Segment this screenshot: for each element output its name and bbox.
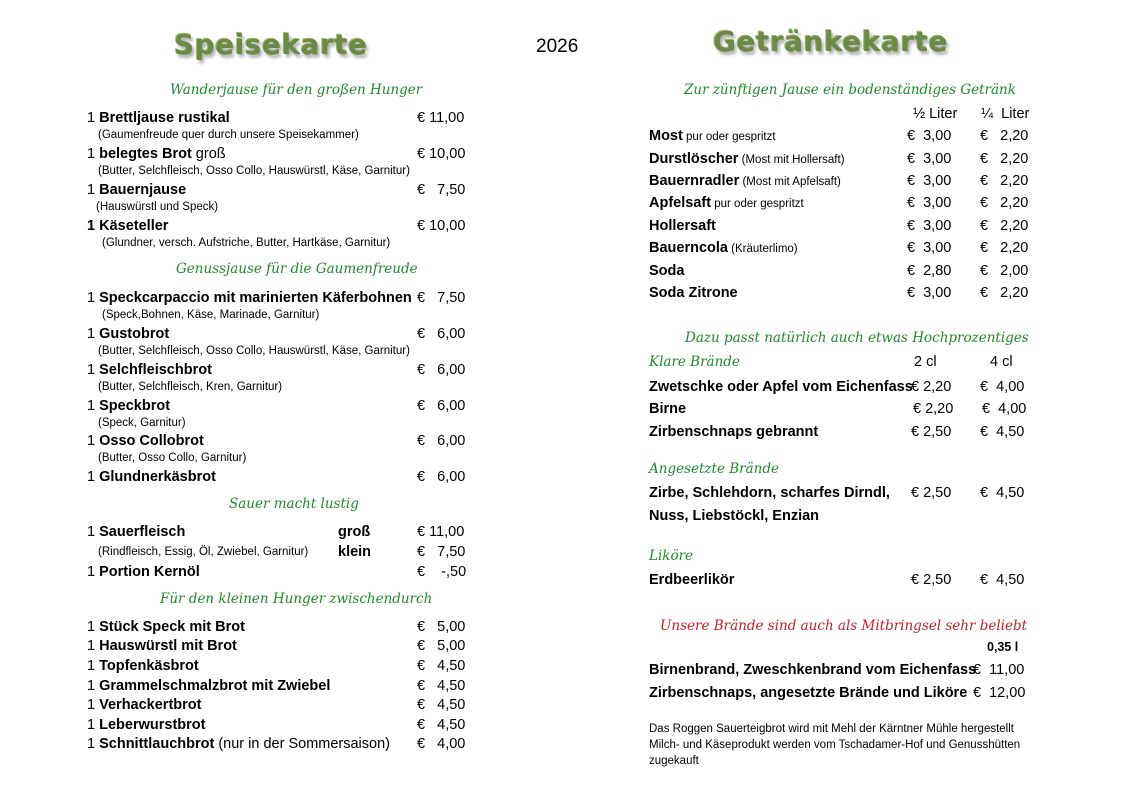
item-name: Speckbrot xyxy=(99,398,171,414)
footer-note-line2: Milch- und Käseprodukt werden vom Tschadamer-Hof und Genusshütten xyxy=(649,739,1021,751)
price-4cl: € 4,50 xyxy=(980,572,1025,588)
section-title-getraenke: Zur zünftigen Jause ein bodenständiges Getränk xyxy=(684,82,1016,98)
item-price: € 6,00 xyxy=(417,433,466,449)
price-2cl: € 2,50 xyxy=(911,572,952,588)
item-qty: 1 xyxy=(87,678,96,694)
item-qty: 1 xyxy=(87,564,96,580)
item-name: belegtes Brot xyxy=(99,146,192,162)
price-quarter: € 2,20 xyxy=(980,173,1029,189)
item-name: Osso Collobrot xyxy=(99,433,204,449)
item-price: € 11,00 xyxy=(417,524,465,540)
section-title-mitbringsel: Unsere Brände sind auch als Mitbringsel sehr beliebt xyxy=(660,618,1028,634)
item-qty: 1 xyxy=(87,326,96,342)
footer-note-line3: zugekauft xyxy=(649,755,699,767)
item-qty: 1 xyxy=(87,146,96,162)
item-name: Topfenkäsbrot xyxy=(99,658,199,674)
price-half: € 3,00 xyxy=(907,195,952,211)
item-name: Brettljause rustikal xyxy=(99,110,230,126)
item-description: (Speck, Garnitur) xyxy=(98,417,186,429)
price-half: € 3,00 xyxy=(907,240,952,256)
subsection-title-klare: Klare Brände xyxy=(649,354,740,370)
drink-name: Bauerncola xyxy=(649,240,728,256)
item-qty: 1 xyxy=(87,398,96,414)
item-name: Sauerfleisch xyxy=(99,524,186,540)
item-price: € 10,00 xyxy=(417,218,466,234)
price-4cl: € 4,00 xyxy=(982,401,1027,417)
price-2cl: € 2,20 xyxy=(911,379,952,395)
price-quarter: € 2,20 xyxy=(980,128,1029,144)
section-title-kleiner-hunger: Für den kleinen Hunger zwischendurch xyxy=(160,591,433,607)
item-description: (Glundner, versch. Aufstriche, Butter, Hartkäse, Garnitur) xyxy=(102,237,391,249)
drink-name: Durstlöscher xyxy=(649,151,739,167)
item-price: € 6,00 xyxy=(417,326,466,342)
item-price-small: € 7,50 xyxy=(417,544,466,560)
price-quarter: € 2,20 xyxy=(980,151,1029,167)
drink-name: Hollersaft xyxy=(649,218,716,234)
drink-name: Soda xyxy=(649,263,685,279)
price-4cl: € 4,50 xyxy=(980,424,1025,440)
item-description: (Rindfleisch, Essig, Öl, Zwiebel, Garnitur) xyxy=(98,546,309,558)
item-name: Portion Kernöl xyxy=(99,564,200,580)
price-0-35l: € 12,00 xyxy=(973,685,1026,701)
drink-name: Zirbenschnaps, angesetzte Brände und Liköre xyxy=(649,685,968,701)
item-price: € 6,00 xyxy=(417,398,466,414)
item-name: Speckcarpaccio mit marinierten Käferbohnen xyxy=(99,290,412,306)
drink-note: (Kräuterlimo) xyxy=(727,243,798,255)
item-description: (Speck,Bohnen, Käse, Marinade, Garnitur) xyxy=(102,309,320,321)
item-price: € 4,00 xyxy=(417,736,466,752)
column-4cl: 4 cl xyxy=(990,354,1013,370)
drink-name: Zirbenschnaps gebrannt xyxy=(649,424,819,440)
item-qty: 1 xyxy=(87,697,96,713)
column-0-35l: 0,35 l xyxy=(987,640,1019,654)
item-name: Leberwurstbrot xyxy=(99,717,206,733)
section-title-sauer: Sauer macht lustig xyxy=(229,496,359,512)
item-name: Stück Speck mit Brot xyxy=(99,619,245,635)
item-description: (Butter, Selchfleisch, Osso Collo, Hauswürstl, Käse, Garnitur) xyxy=(98,165,410,177)
drink-note: (Most mit Apfelsaft) xyxy=(739,176,841,188)
item-price: € 6,00 xyxy=(417,362,466,378)
item-price: € 7,50 xyxy=(417,182,466,198)
price-half: € 3,00 xyxy=(907,151,952,167)
drink-name-continued: Nuss, Liebstöckl, Enzian xyxy=(649,508,820,524)
price-half: € 3,00 xyxy=(907,128,952,144)
price-2cl: € 2,50 xyxy=(911,485,952,501)
drink-name: Zwetschke oder Apfel vom Eichenfass xyxy=(649,379,913,395)
item-price: € 4,50 xyxy=(417,697,466,713)
item-description: (Butter, Osso Collo, Garnitur) xyxy=(98,452,247,464)
item-price: € 4,50 xyxy=(417,658,466,674)
price-quarter: € 2,20 xyxy=(980,195,1029,211)
drink-name: Most xyxy=(649,128,683,144)
item-price: € 5,00 xyxy=(417,619,466,635)
drink-name: Apfelsaft xyxy=(649,195,712,211)
item-price: € -,50 xyxy=(417,564,467,580)
price-4cl: € 4,00 xyxy=(980,379,1025,395)
item-name: Käseteller xyxy=(99,218,169,234)
item-qty: 1 xyxy=(87,524,96,540)
item-suffix: (nur in der Sommersaison) xyxy=(214,736,390,752)
price-0-35l: € 11,00 xyxy=(973,662,1025,678)
column-2cl: 2 cl xyxy=(914,354,937,370)
item-price: € 4,50 xyxy=(417,717,466,733)
drinks-menu-title: Getränkekarte xyxy=(713,25,949,58)
price-quarter: € 2,20 xyxy=(980,218,1029,234)
item-price: € 5,00 xyxy=(417,638,466,654)
item-qty: 1 xyxy=(87,182,96,198)
drink-name: Soda Zitrone xyxy=(649,285,738,301)
item-price: € 4,50 xyxy=(417,678,466,694)
item-qty: 1 xyxy=(87,658,96,674)
price-half: € 3,00 xyxy=(907,173,952,189)
item-qty: 1 xyxy=(87,619,96,635)
price-quarter: € 2,20 xyxy=(980,240,1029,256)
item-qty: 1 xyxy=(87,110,96,126)
item-qty: 1 xyxy=(87,736,96,752)
item-name: Gustobrot xyxy=(99,326,170,342)
drink-name: Birnenbrand, Zweschkenbrand vom Eichenfass xyxy=(649,662,977,678)
price-quarter: € 2,00 xyxy=(980,263,1029,279)
price-2cl: € 2,50 xyxy=(911,424,952,440)
food-menu-title: Speisekarte xyxy=(174,28,368,61)
footer-note-line1: Das Roggen Sauerteigbrot wird mit Mehl der Kärntner Mühle hergestellt xyxy=(649,723,1014,735)
item-name: Grammelschmalzbrot mit Zwiebel xyxy=(99,678,331,694)
price-4cl: € 4,50 xyxy=(980,485,1025,501)
drink-name: Birne xyxy=(649,401,687,417)
drink-name: Erdbeerlikör xyxy=(649,572,735,588)
item-name: Verhackertbrot xyxy=(99,697,202,713)
item-name: Glundnerkäsbrot xyxy=(99,469,216,485)
item-name: Selchfleischbrot xyxy=(99,362,212,378)
item-suffix: groß xyxy=(191,146,226,162)
section-title-wanderjause: Wanderjause für den großen Hunger xyxy=(170,82,423,98)
section-title-hochprozentiges: Dazu passt natürlich auch etwas Hochprozentiges xyxy=(685,330,1029,346)
item-price: € 10,00 xyxy=(417,146,466,162)
item-qty: 1 xyxy=(87,362,96,378)
drink-name: Zirbe, Schlehdorn, scharfes Dirndl, xyxy=(649,485,890,501)
item-price: € 11,00 xyxy=(417,110,465,126)
item-price: € 6,00 xyxy=(417,469,466,485)
item-qty: 1 xyxy=(87,469,96,485)
section-title-genussjause: Genussjause für die Gaumenfreude xyxy=(176,261,418,277)
item-qty: 1 xyxy=(87,433,96,449)
drink-name: Bauernradler xyxy=(649,173,740,189)
column-quarter-liter: ¼ Liter xyxy=(981,106,1030,122)
drink-note: (Most mit Hollersaft) xyxy=(738,154,845,166)
item-price: € 7,50 xyxy=(417,290,466,306)
subsection-title-likoere: Liköre xyxy=(649,548,694,564)
price-2cl: € 2,20 xyxy=(913,401,954,417)
menu-year: 2026 xyxy=(536,36,579,57)
item-description: (Butter, Selchfleisch, Osso Collo, Hauswürstl, Käse, Garnitur) xyxy=(98,345,410,357)
item-qty: 1 xyxy=(87,218,96,234)
item-name: Bauernjause xyxy=(99,182,187,198)
drink-note: pur oder gespritzt xyxy=(711,198,804,210)
item-qty: 1 xyxy=(87,290,96,306)
item-name: Schnittlauchbrot xyxy=(99,736,215,752)
subsection-title-angesetzt: Angesetzte Brände xyxy=(649,461,779,477)
size-small: klein xyxy=(338,544,372,560)
column-half-liter: ½ Liter xyxy=(913,106,958,122)
item-name: Hauswürstl mit Brot xyxy=(99,638,237,654)
item-qty: 1 xyxy=(87,638,96,654)
price-quarter: € 2,20 xyxy=(980,285,1029,301)
price-half: € 3,00 xyxy=(907,218,952,234)
item-description: (Butter, Selchfleisch, Kren, Garnitur) xyxy=(98,381,283,393)
size-large: groß xyxy=(338,524,371,540)
item-description: (Gaumenfreude quer durch unsere Speisekammer) xyxy=(98,129,359,141)
item-qty: 1 xyxy=(87,717,96,733)
drink-note: pur oder gespritzt xyxy=(682,131,776,143)
price-half: € 3,00 xyxy=(907,285,952,301)
item-description: (Hauswürstl und Speck) xyxy=(96,201,219,213)
price-half: € 2,80 xyxy=(907,263,952,279)
